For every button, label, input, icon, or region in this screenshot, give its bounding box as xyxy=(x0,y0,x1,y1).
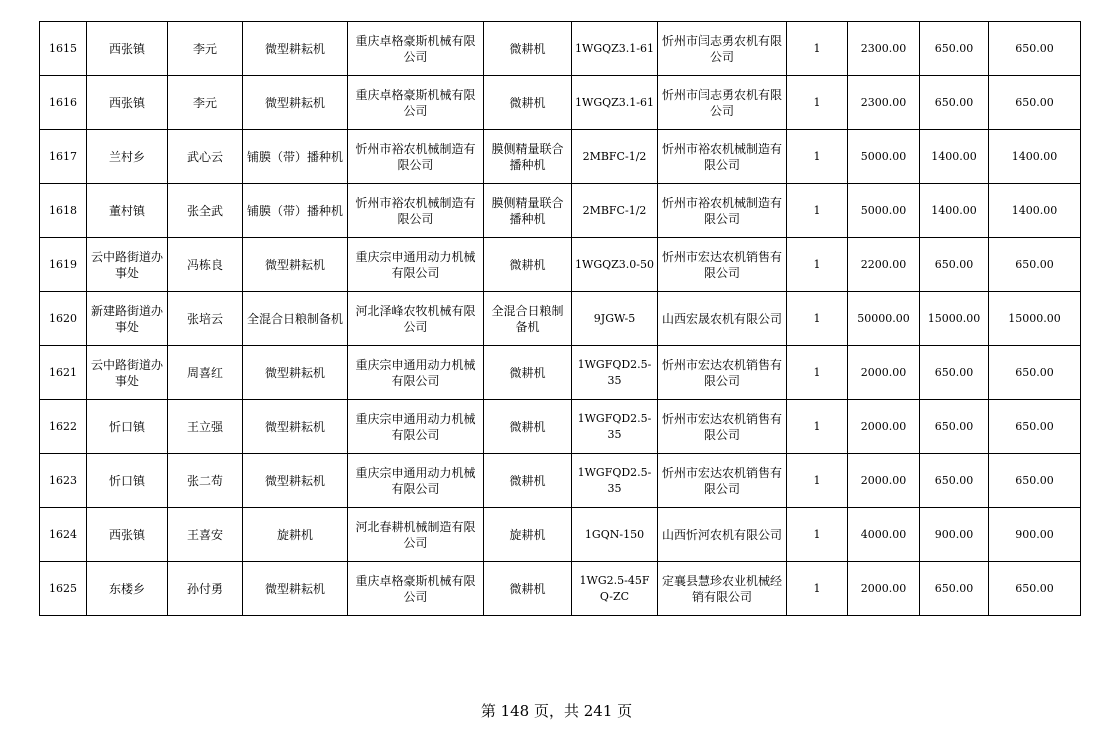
cell-subsidy-per-unit: 650.00 xyxy=(920,22,989,76)
cell-manufacturer: 重庆宗申通用动力机械有限公司 xyxy=(348,400,484,454)
cell-subsidy-total: 650.00 xyxy=(989,22,1081,76)
cell-manufacturer: 河北泽峰农牧机械有限公司 xyxy=(348,292,484,346)
subsidy-table xyxy=(39,21,1081,616)
table-row xyxy=(40,562,1081,616)
cell-subsidy-total: 1400.00 xyxy=(989,184,1081,238)
cell-dealer: 忻州市宏达农机销售有限公司 xyxy=(658,400,787,454)
cell-dealer: 山西宏晟农机有限公司 xyxy=(658,292,787,346)
cell-seq-no: 1625 xyxy=(40,562,87,616)
cell-quantity: 1 xyxy=(787,562,848,616)
cell-unit-price: 2300.00 xyxy=(848,22,920,76)
cell-quantity: 1 xyxy=(787,454,848,508)
cell-buyer-name: 张培云 xyxy=(168,292,243,346)
cell-township: 忻口镇 xyxy=(87,454,168,508)
cell-quantity: 1 xyxy=(787,184,848,238)
cell-buyer-name: 周喜红 xyxy=(168,346,243,400)
cell-machine-category: 微型耕耘机 xyxy=(243,76,348,130)
cell-subsidy-per-unit: 650.00 xyxy=(920,400,989,454)
table-row xyxy=(40,22,1081,76)
cell-subsidy-per-unit: 650.00 xyxy=(920,346,989,400)
cell-machine-name: 旋耕机 xyxy=(484,508,572,562)
document-table-container xyxy=(39,21,1081,616)
cell-subsidy-total: 900.00 xyxy=(989,508,1081,562)
cell-dealer: 忻州市宏达农机销售有限公司 xyxy=(658,238,787,292)
cell-unit-price: 2000.00 xyxy=(848,346,920,400)
cell-machine-name: 微耕机 xyxy=(484,454,572,508)
cell-township: 东楼乡 xyxy=(87,562,168,616)
cell-township: 西张镇 xyxy=(87,76,168,130)
cell-subsidy-total: 650.00 xyxy=(989,562,1081,616)
cell-unit-price: 5000.00 xyxy=(848,184,920,238)
cell-subsidy-per-unit: 15000.00 xyxy=(920,292,989,346)
cell-unit-price: 2000.00 xyxy=(848,562,920,616)
cell-unit-price: 5000.00 xyxy=(848,130,920,184)
cell-quantity: 1 xyxy=(787,238,848,292)
cell-machine-name: 微耕机 xyxy=(484,238,572,292)
cell-buyer-name: 张二苟 xyxy=(168,454,243,508)
cell-township: 忻口镇 xyxy=(87,400,168,454)
cell-dealer: 忻州市闫志勇农机有限公司 xyxy=(658,22,787,76)
cell-model: 1WGQZ3.0-50 xyxy=(572,238,658,292)
cell-subsidy-total: 650.00 xyxy=(989,76,1081,130)
cell-dealer: 忻州市裕农机械制造有限公司 xyxy=(658,184,787,238)
cell-township: 西张镇 xyxy=(87,508,168,562)
table-row xyxy=(40,508,1081,562)
cell-subsidy-total: 650.00 xyxy=(989,400,1081,454)
cell-manufacturer: 重庆卓格豪斯机械有限公司 xyxy=(348,22,484,76)
cell-manufacturer: 忻州市裕农机械制造有限公司 xyxy=(348,184,484,238)
cell-buyer-name: 张全武 xyxy=(168,184,243,238)
cell-model: 1GQN-150 xyxy=(572,508,658,562)
cell-machine-name: 微耕机 xyxy=(484,76,572,130)
cell-buyer-name: 李元 xyxy=(168,22,243,76)
cell-quantity: 1 xyxy=(787,130,848,184)
cell-machine-category: 微型耕耘机 xyxy=(243,22,348,76)
cell-buyer-name: 武心云 xyxy=(168,130,243,184)
cell-subsidy-per-unit: 650.00 xyxy=(920,454,989,508)
cell-model: 1WGQZ3.1-61 xyxy=(572,76,658,130)
cell-quantity: 1 xyxy=(787,22,848,76)
cell-machine-category: 微型耕耘机 xyxy=(243,454,348,508)
cell-subsidy-total: 650.00 xyxy=(989,238,1081,292)
cell-machine-name: 微耕机 xyxy=(484,562,572,616)
cell-quantity: 1 xyxy=(787,76,848,130)
cell-seq-no: 1618 xyxy=(40,184,87,238)
cell-dealer: 定襄县慧珍农业机械经销有限公司 xyxy=(658,562,787,616)
cell-seq-no: 1616 xyxy=(40,76,87,130)
cell-model: 2MBFC-1/2 xyxy=(572,130,658,184)
cell-seq-no: 1624 xyxy=(40,508,87,562)
cell-model: 1WGFQD2.5-35 xyxy=(572,454,658,508)
cell-township: 兰村乡 xyxy=(87,130,168,184)
cell-seq-no: 1617 xyxy=(40,130,87,184)
cell-machine-name: 膜侧精量联合播种机 xyxy=(484,130,572,184)
table-body xyxy=(40,22,1081,616)
cell-township: 云中路街道办事处 xyxy=(87,238,168,292)
cell-seq-no: 1623 xyxy=(40,454,87,508)
cell-unit-price: 2000.00 xyxy=(848,454,920,508)
cell-manufacturer: 忻州市裕农机械制造有限公司 xyxy=(348,130,484,184)
cell-unit-price: 50000.00 xyxy=(848,292,920,346)
cell-subsidy-per-unit: 650.00 xyxy=(920,562,989,616)
cell-machine-category: 全混合日粮制备机 xyxy=(243,292,348,346)
cell-manufacturer: 重庆卓格豪斯机械有限公司 xyxy=(348,562,484,616)
cell-subsidy-per-unit: 900.00 xyxy=(920,508,989,562)
cell-subsidy-per-unit: 1400.00 xyxy=(920,130,989,184)
cell-seq-no: 1621 xyxy=(40,346,87,400)
cell-quantity: 1 xyxy=(787,400,848,454)
table-row xyxy=(40,238,1081,292)
cell-township: 西张镇 xyxy=(87,22,168,76)
cell-machine-category: 微型耕耘机 xyxy=(243,562,348,616)
cell-subsidy-total: 1400.00 xyxy=(989,130,1081,184)
cell-model: 1WGFQD2.5-35 xyxy=(572,346,658,400)
cell-machine-category: 铺膜（带）播种机 xyxy=(243,184,348,238)
cell-machine-category: 微型耕耘机 xyxy=(243,346,348,400)
cell-buyer-name: 王喜安 xyxy=(168,508,243,562)
table-row xyxy=(40,184,1081,238)
cell-machine-category: 旋耕机 xyxy=(243,508,348,562)
cell-buyer-name: 王立强 xyxy=(168,400,243,454)
cell-machine-category: 铺膜（带）播种机 xyxy=(243,130,348,184)
cell-machine-category: 微型耕耘机 xyxy=(243,238,348,292)
table-row xyxy=(40,400,1081,454)
cell-machine-name: 微耕机 xyxy=(484,346,572,400)
cell-quantity: 1 xyxy=(787,292,848,346)
cell-dealer: 忻州市宏达农机销售有限公司 xyxy=(658,346,787,400)
cell-seq-no: 1619 xyxy=(40,238,87,292)
cell-model: 2MBFC-1/2 xyxy=(572,184,658,238)
cell-model: 9JGW-5 xyxy=(572,292,658,346)
cell-model: 1WGQZ3.1-61 xyxy=(572,22,658,76)
cell-model: 1WG2.5-45FQ-ZC xyxy=(572,562,658,616)
cell-seq-no: 1622 xyxy=(40,400,87,454)
cell-subsidy-total: 650.00 xyxy=(989,454,1081,508)
cell-seq-no: 1615 xyxy=(40,22,87,76)
cell-buyer-name: 孙付勇 xyxy=(168,562,243,616)
cell-manufacturer: 重庆宗申通用动力机械有限公司 xyxy=(348,238,484,292)
cell-manufacturer: 河北春耕机械制造有限公司 xyxy=(348,508,484,562)
cell-subsidy-total: 650.00 xyxy=(989,346,1081,400)
cell-unit-price: 4000.00 xyxy=(848,508,920,562)
cell-dealer: 忻州市宏达农机销售有限公司 xyxy=(658,454,787,508)
cell-machine-category: 微型耕耘机 xyxy=(243,400,348,454)
cell-seq-no: 1620 xyxy=(40,292,87,346)
cell-township: 董村镇 xyxy=(87,184,168,238)
cell-quantity: 1 xyxy=(787,508,848,562)
cell-manufacturer: 重庆宗申通用动力机械有限公司 xyxy=(348,346,484,400)
cell-subsidy-per-unit: 650.00 xyxy=(920,238,989,292)
cell-dealer: 忻州市裕农机械制造有限公司 xyxy=(658,130,787,184)
table-row xyxy=(40,76,1081,130)
cell-manufacturer: 重庆宗申通用动力机械有限公司 xyxy=(348,454,484,508)
table-row xyxy=(40,346,1081,400)
cell-unit-price: 2200.00 xyxy=(848,238,920,292)
cell-dealer: 山西忻河农机有限公司 xyxy=(658,508,787,562)
cell-subsidy-total: 15000.00 xyxy=(989,292,1081,346)
cell-dealer: 忻州市闫志勇农机有限公司 xyxy=(658,76,787,130)
cell-manufacturer: 重庆卓格豪斯机械有限公司 xyxy=(348,76,484,130)
cell-subsidy-per-unit: 1400.00 xyxy=(920,184,989,238)
cell-subsidy-per-unit: 650.00 xyxy=(920,76,989,130)
cell-unit-price: 2300.00 xyxy=(848,76,920,130)
cell-machine-name: 微耕机 xyxy=(484,22,572,76)
table-row xyxy=(40,292,1081,346)
cell-township: 新建路街道办事处 xyxy=(87,292,168,346)
cell-buyer-name: 冯栋良 xyxy=(168,238,243,292)
cell-machine-name: 全混合日粮制备机 xyxy=(484,292,572,346)
cell-unit-price: 2000.00 xyxy=(848,400,920,454)
table-row xyxy=(40,130,1081,184)
cell-buyer-name: 李元 xyxy=(168,76,243,130)
cell-model: 1WGFQD2.5-35 xyxy=(572,400,658,454)
cell-machine-name: 微耕机 xyxy=(484,400,572,454)
cell-township: 云中路街道办事处 xyxy=(87,346,168,400)
page-number: 第 148 页，共 241 页 xyxy=(480,702,633,720)
cell-machine-name: 膜侧精量联合播种机 xyxy=(484,184,572,238)
table-row xyxy=(40,454,1081,508)
cell-quantity: 1 xyxy=(787,346,848,400)
